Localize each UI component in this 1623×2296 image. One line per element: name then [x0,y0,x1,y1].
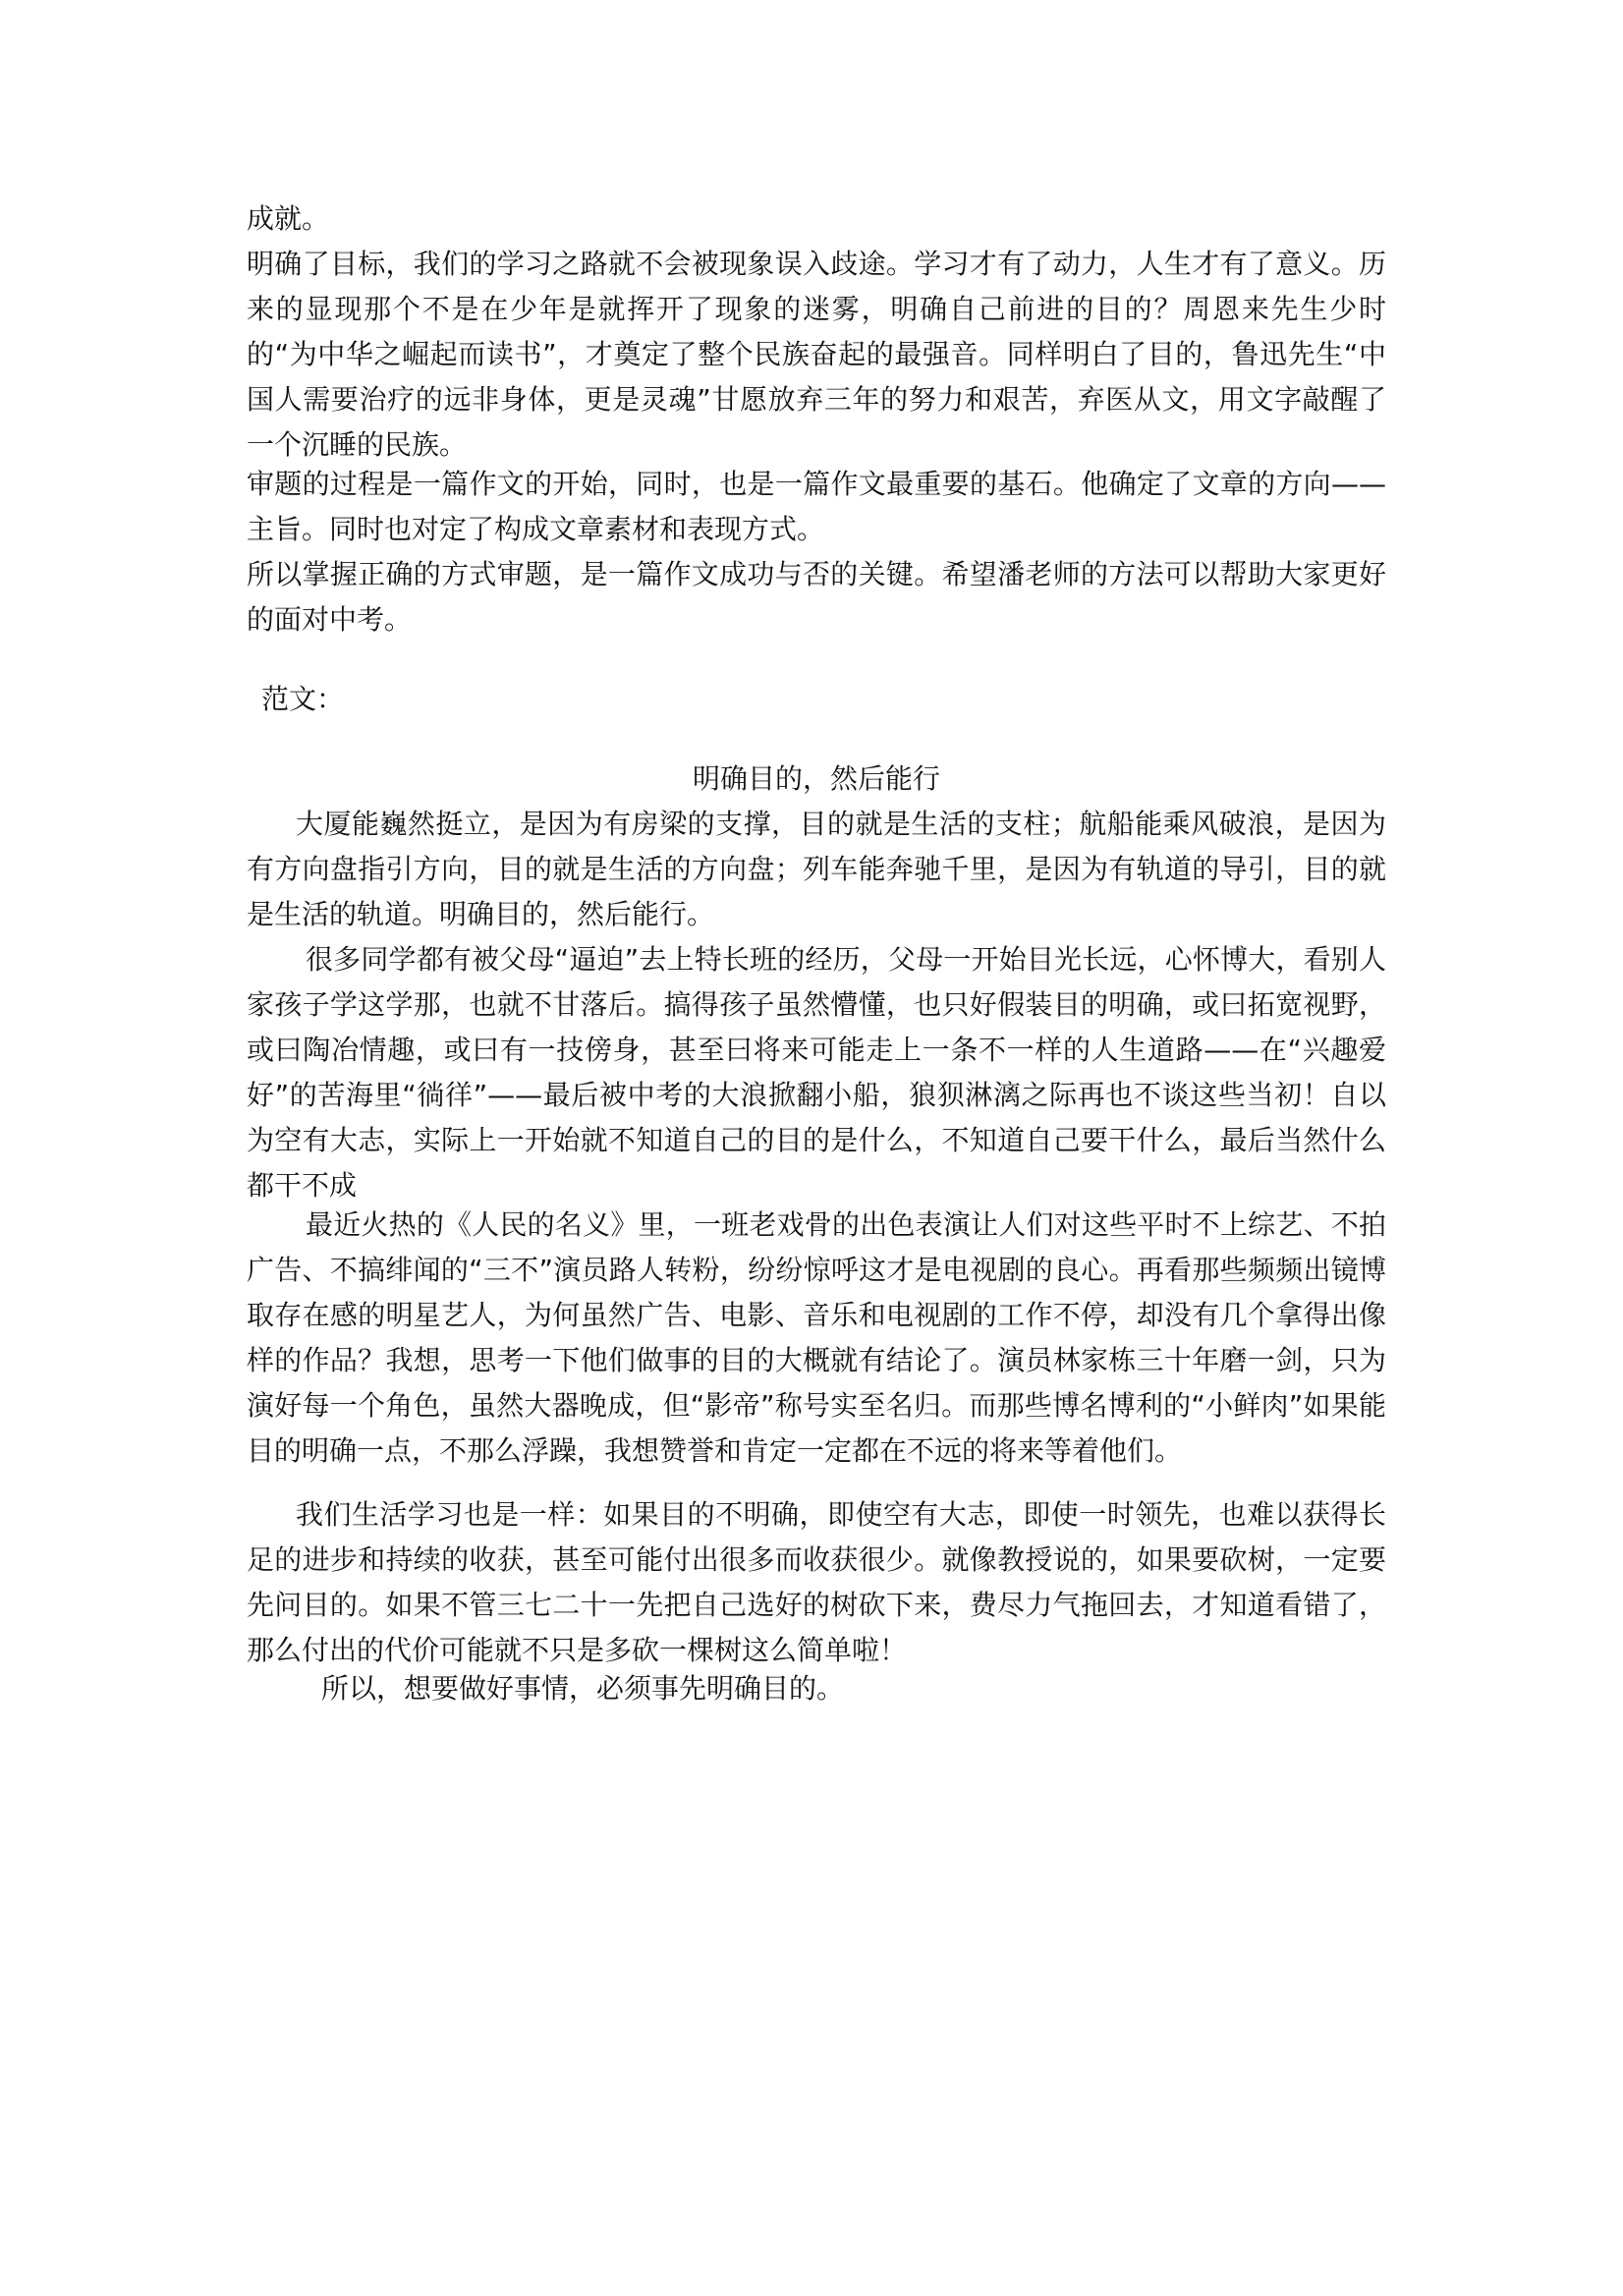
essay-title: 明确目的，然后能行 [692,762,940,795]
intro-paragraph-conclusion: 所以掌握正确的方式审题，是一篇作文成功与否的关键。希望潘老师的方法可以帮助大家更好的面对中考。 [247,558,1386,636]
essay-paragraph-3: 最近火热的《人民的名义》里，一班老戏骨的出色表演让人们对这些平时不上综艺、不拍广告、不搞绯闻的“三不”演员路人转粉，纷纷惊呼这才是电视剧的良心。再看那些频频出镜博取存在感的明星艺人，为何虽然广告、电影、音乐和电视剧的工作不停，却没有几个拿得出像样的作品？我想，思考一下他们做事的目的大概就有结论了。演员林家栋三十年磨一剑，只为演好每一个角色，虽然大器晚成，但“影帝”称号实至名归。而那些博名博利的“小鲜肉”如果能目的明确一点，不那么浮躁，我想赞誉和肯定一定都在不远的将来等着他们。 [247,1208,1386,1467]
essay-paragraph-1: 大厦能巍然挺立，是因为有房梁的支撑，目的就是生活的支柱；航船能乘风破浪，是因为有方向盘指引方向，目的就是生活的方向盘；列车能奔驰千里，是因为有轨道的导引，目的就是生活的轨道。明确目的，然后能行。 [247,808,1386,930]
intro-paragraph-topic-review: 审题的过程是一篇作文的开始，同时，也是一篇作文最重要的基石。他确定了文章的方向——主旨。同时也对定了构成文章素材和表现方式。 [247,468,1386,545]
intro-line-achievement: 成就。 [247,202,330,235]
sample-essay-label: 范文： [261,683,345,715]
intro-paragraph-goal: 明确了目标，我们的学习之路就不会被现象误入歧途。学习才有了动力，人生才有了意义。历来的显现那个不是在少年是就挥开了现象的迷雾，明确自己前进的目的？周恩来先生少时的“为中华之崛起而读书”，才奠定了整个民族奋起的最强音。同样明白了目的，鲁迅先生“中国人需要治疗的远非身体，更是灵魂”甘愿放弃三年的努力和艰苦，弃医从文，用文字敲醒了一个沉睡的民族。 [247,248,1386,461]
essay-paragraph-2: 很多同学都有被父母“逼迫”去上特长班的经历，父母一开始目光长远，心怀博大，看别人家孩子学这学那，也就不甘落后。搞得孩子虽然懵懂，也只好假装目的明确，或曰拓宽视野，或曰陶冶情趣，或曰有一技傍身，甚至曰将来可能走上一条不一样的人生道路——在“兴趣爱好”的苦海里“徜徉”——最后被中考的大浪掀翻小船，狼狈淋漓之际再也不谈这些当初！自以为空有大志，实际上一开始就不知道自己的目的是什么，不知道自己要干什么，最后当然什么都干不成 [247,943,1386,1202]
essay-paragraph-4: 我们生活学习也是一样：如果目的不明确，即使空有大志，即使一时领先，也难以获得长足的进步和持续的收获，甚至可能付出很多而收获很少。就像教授说的，如果要砍树，一定要先问目的。如果不管三七二十一先把自己选好的树砍下来，费尽力气拖回去，才知道看错了，那么付出的代价可能就不只是多砍一棵树这么简单啦！ [247,1498,1386,1666]
essay-paragraph-5: 所以，想要做好事情，必须事先明确目的。 [321,1672,845,1705]
